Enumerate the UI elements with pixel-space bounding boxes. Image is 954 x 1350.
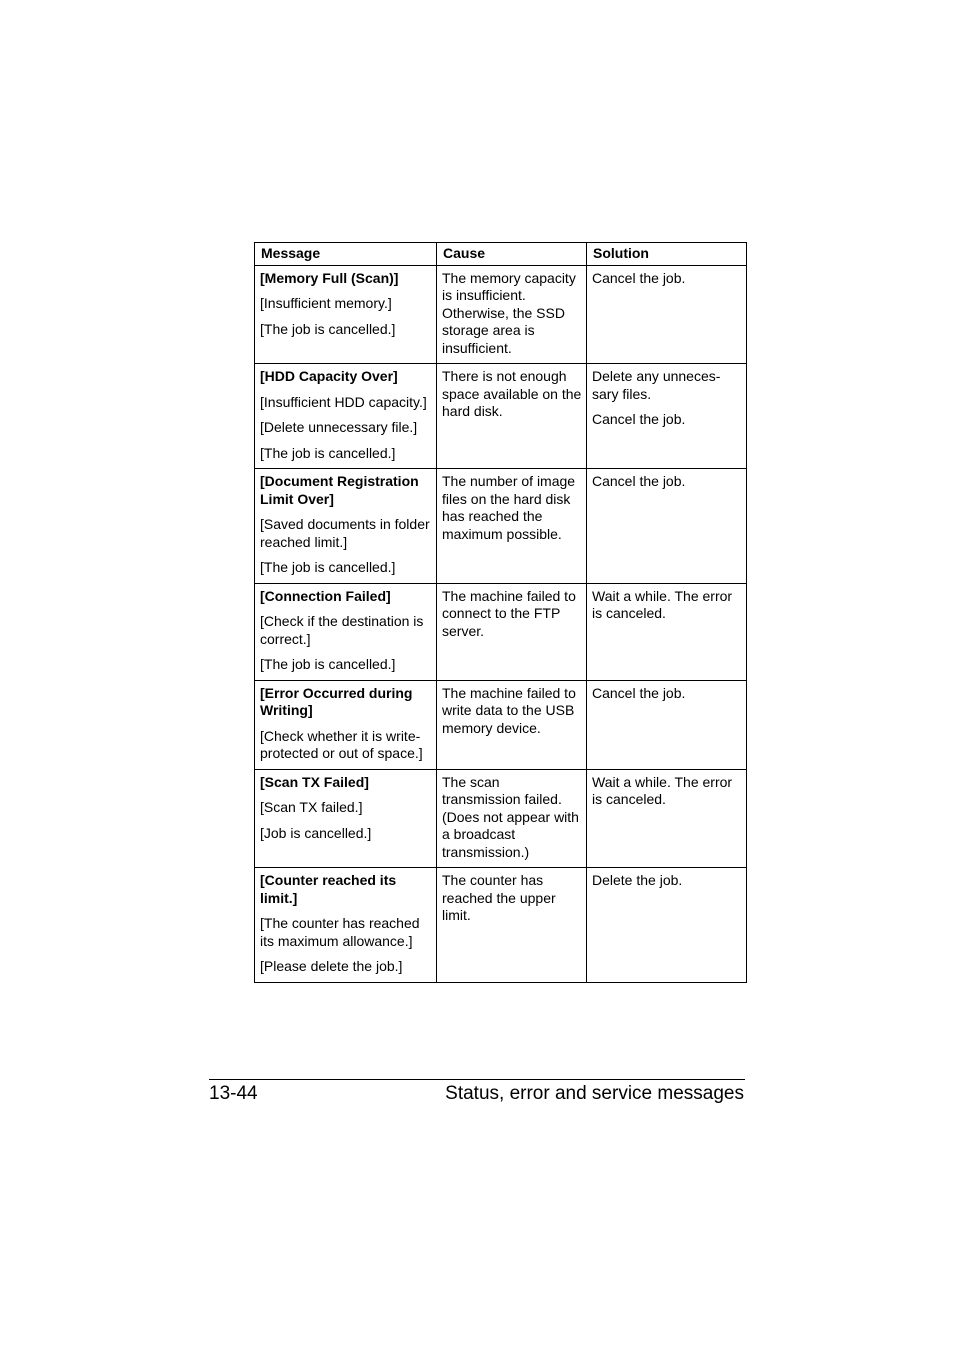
message-cell — [255, 769, 437, 868]
message-line: [Saved documents in folder reached limit.] — [260, 516, 430, 550]
message-title: [Counter reached its limit.] — [260, 872, 397, 906]
table-row — [255, 868, 747, 983]
message-line: [Insufficient memory.] — [260, 295, 392, 311]
message-line: [Check whether it is write-protected or out of space.] — [260, 727, 423, 761]
cause-cell: The counter has reached the upper limit. — [437, 868, 587, 983]
message-title: [Memory Full (Scan)] — [260, 269, 399, 286]
message-line: [Please delete the job.] — [260, 958, 403, 974]
message-title: [HDD Capacity Over] — [260, 368, 398, 384]
cause-cell: The scan transmission failed. (Does not appear with a broadcast transmission.) — [437, 769, 587, 868]
message-cell — [255, 364, 437, 469]
table-row — [255, 364, 747, 469]
message-line: [The job is cancelled.] — [260, 320, 396, 337]
table-row — [255, 583, 747, 680]
message-line: [Scan TX failed.] — [260, 799, 363, 815]
message-cell — [255, 265, 437, 364]
header-message: Message — [255, 243, 437, 266]
cause-cell: The number of image files on the hard disk has reached the maximum possible. — [437, 469, 587, 584]
solution-cell — [587, 680, 747, 769]
page-number: 13-44 — [209, 1083, 258, 1104]
solution-cell — [587, 469, 747, 584]
section-title: Status, error and service messages — [445, 1083, 744, 1104]
message-line: [Job is cancelled.] — [260, 824, 372, 841]
message-title: [Connection Failed] — [260, 587, 391, 604]
message-cell — [255, 680, 437, 769]
cause-cell: The memory capacity is insufficient. Otherwise, the SSD storage area is insufficient. — [437, 265, 587, 364]
cause-cell: The machine failed to connect to the FTP server. — [437, 583, 587, 680]
solution-line: Wait a while. The error is canceled. — [592, 587, 733, 621]
table-row — [255, 469, 747, 584]
table-row — [255, 265, 747, 364]
solution-cell — [587, 769, 747, 868]
solution-line: Delete any unneces-sary files. — [592, 368, 721, 402]
solution-line: Cancel the job. — [592, 269, 686, 286]
error-message-table — [254, 242, 747, 983]
message-cell — [255, 469, 437, 584]
message-cell — [255, 868, 437, 983]
solution-line: Cancel the job. — [592, 411, 686, 427]
message-line: [The counter has reached its maximum allowance.] — [260, 915, 420, 949]
solution-cell — [587, 868, 747, 983]
message-title: [Scan TX Failed] — [260, 773, 369, 790]
solution-cell — [587, 265, 747, 364]
message-line: [The job is cancelled.] — [260, 559, 396, 575]
solution-cell — [587, 364, 747, 469]
header-cause: Cause — [437, 243, 587, 266]
header-solution: Solution — [587, 243, 747, 266]
solution-line: Delete the job. — [592, 872, 683, 888]
message-line: [Check if the destination is correct.] — [260, 613, 424, 647]
message-line: [The job is cancelled.] — [260, 444, 396, 461]
solution-line: Cancel the job. — [592, 473, 686, 489]
solution-line: Wait a while. The error is canceled. — [592, 773, 733, 807]
cause-cell: There is not enough space available on the hard disk. — [437, 364, 587, 469]
table-row — [255, 680, 747, 769]
table-header-row — [255, 243, 747, 266]
cause-cell: The machine failed to write data to the USB memory device. — [437, 680, 587, 769]
solution-line: Cancel the job. — [592, 684, 686, 701]
message-cell — [255, 583, 437, 680]
message-line: [Insufficient HDD capacity.] — [260, 393, 427, 410]
message-line: [The job is cancelled.] — [260, 656, 396, 672]
footer-divider — [209, 1079, 745, 1080]
table-row — [255, 769, 747, 868]
solution-cell — [587, 583, 747, 680]
message-line: [Delete unnecessary file.] — [260, 419, 418, 435]
message-title: [Error Occurred during Writing] — [260, 684, 413, 718]
message-title: [Document Registration Limit Over] — [260, 473, 419, 507]
